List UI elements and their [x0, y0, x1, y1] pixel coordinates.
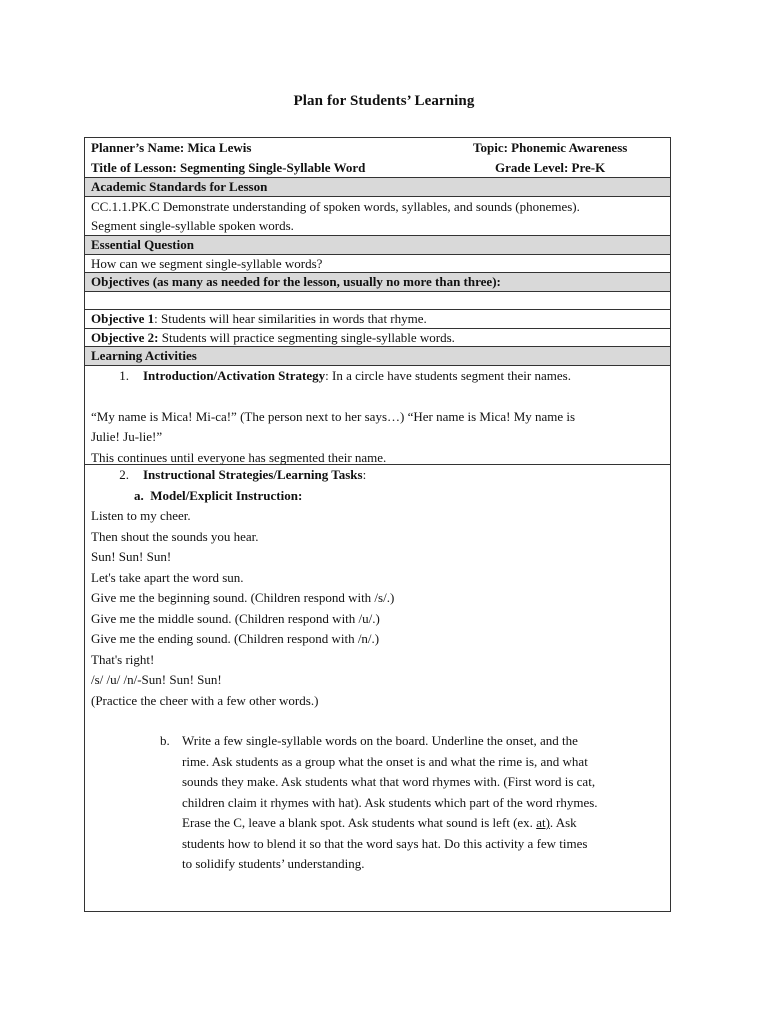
activity-1-quote-line-2: Julie! Ju-lie!”	[91, 429, 163, 444]
cheer-line: Let's take apart the word sun.	[91, 569, 244, 585]
cheer-line: Give me the middle sound. (Children respond with /u/.)	[91, 610, 380, 626]
objectives-blank-row	[85, 291, 670, 309]
sub-b-line: students how to blend it so that the word says hat. Do this activity a few times	[182, 835, 588, 851]
objective-1: Objective 1: Students will hear similarities in words that rhyme.	[85, 309, 670, 328]
activity-1-closing: This continues until everyone has segmented their name.	[91, 449, 387, 465]
activity-1-title: 1. Introduction/Activation Strategy: In a circle have students segment their names.	[119, 368, 571, 383]
underlined-rime: at)	[536, 815, 550, 830]
cheer-line: That's right!	[91, 651, 155, 667]
sub-b-line: to solidify students’ understanding.	[182, 856, 365, 871]
grade-level: Grade Level: Pre-K	[495, 160, 606, 175]
topic: Topic: Phonemic Awareness	[473, 140, 628, 155]
standards-line-2: Segment single-syllable spoken words.	[91, 218, 294, 233]
standards-line-1: CC.1.1.PK.C Demonstrate understanding of spoken words, syllables, and sounds (phonemes).	[91, 199, 580, 214]
page-title: Plan for Students’ Learning	[293, 93, 475, 109]
sub-b-line: Write a few single-syllable words on the board. Underline the onset, and the	[182, 733, 578, 748]
cheer-line: Sun! Sun! Sun!	[91, 549, 172, 564]
question-heading: Essential Question	[85, 235, 670, 254]
standards-body	[85, 196, 670, 235]
standards-heading: Academic Standards for Lesson	[85, 177, 670, 196]
sub-a-title: a. Model/Explicit Instruction:	[134, 487, 303, 503]
objectives-heading: Objectives (as many as needed for the lesson, usually no more than three):	[85, 272, 670, 291]
activity-1-quote-line-1: “My name is Mica! Mi-ca!” (The person next to her says…) “Her name is Mica! My name is	[91, 408, 576, 424]
cheer-line: Give me the beginning sound. (Children respond with /s/.)	[91, 590, 395, 605]
cheer-line: /s/ /u/ /n/-Sun! Sun! Sun!	[91, 672, 222, 687]
sub-b-line: sounds they make. Ask students what that word rhymes with. (First word is cat,	[182, 774, 596, 789]
sub-b-label: b.	[160, 733, 170, 748]
cheer-line: Listen to my cheer.	[91, 508, 191, 523]
planner-name: Planner’s Name: Mica Lewis	[91, 140, 252, 155]
sub-b-line: rime. Ask students as a group what the onset is and what the rime is, and what	[182, 753, 588, 769]
objective-2: Objective 2: Students will practice segmenting single-syllable words.	[85, 328, 670, 346]
activity-1	[85, 365, 670, 464]
sub-b-line: children claim it rhymes with hat). Ask students which part of the word rhymes.	[182, 794, 598, 810]
sub-b-paragraph	[160, 731, 662, 875]
cheer-line: Give me the ending sound. (Children respond with /n/.)	[91, 631, 380, 646]
cheer-block	[91, 506, 670, 711]
lesson-title: Title of Lesson: Segmenting Single-Syllable Word	[91, 160, 366, 175]
header-block	[85, 138, 670, 178]
sub-b-line-with-underline: Erase the C, leave a blank spot. Ask students what sound is left (ex. at). Ask	[182, 815, 577, 830]
activity-2-title: 2. Instructional Strategies/Learning Tasks:	[119, 467, 367, 482]
cheer-line: (Practice the cheer with a few other words.)	[91, 692, 319, 708]
question-text: How can we segment single-syllable words?	[85, 254, 670, 272]
activities-heading: Learning Activities	[85, 346, 670, 365]
lesson-plan-table	[84, 137, 671, 912]
cheer-line: Then shout the sounds you hear.	[91, 528, 259, 544]
